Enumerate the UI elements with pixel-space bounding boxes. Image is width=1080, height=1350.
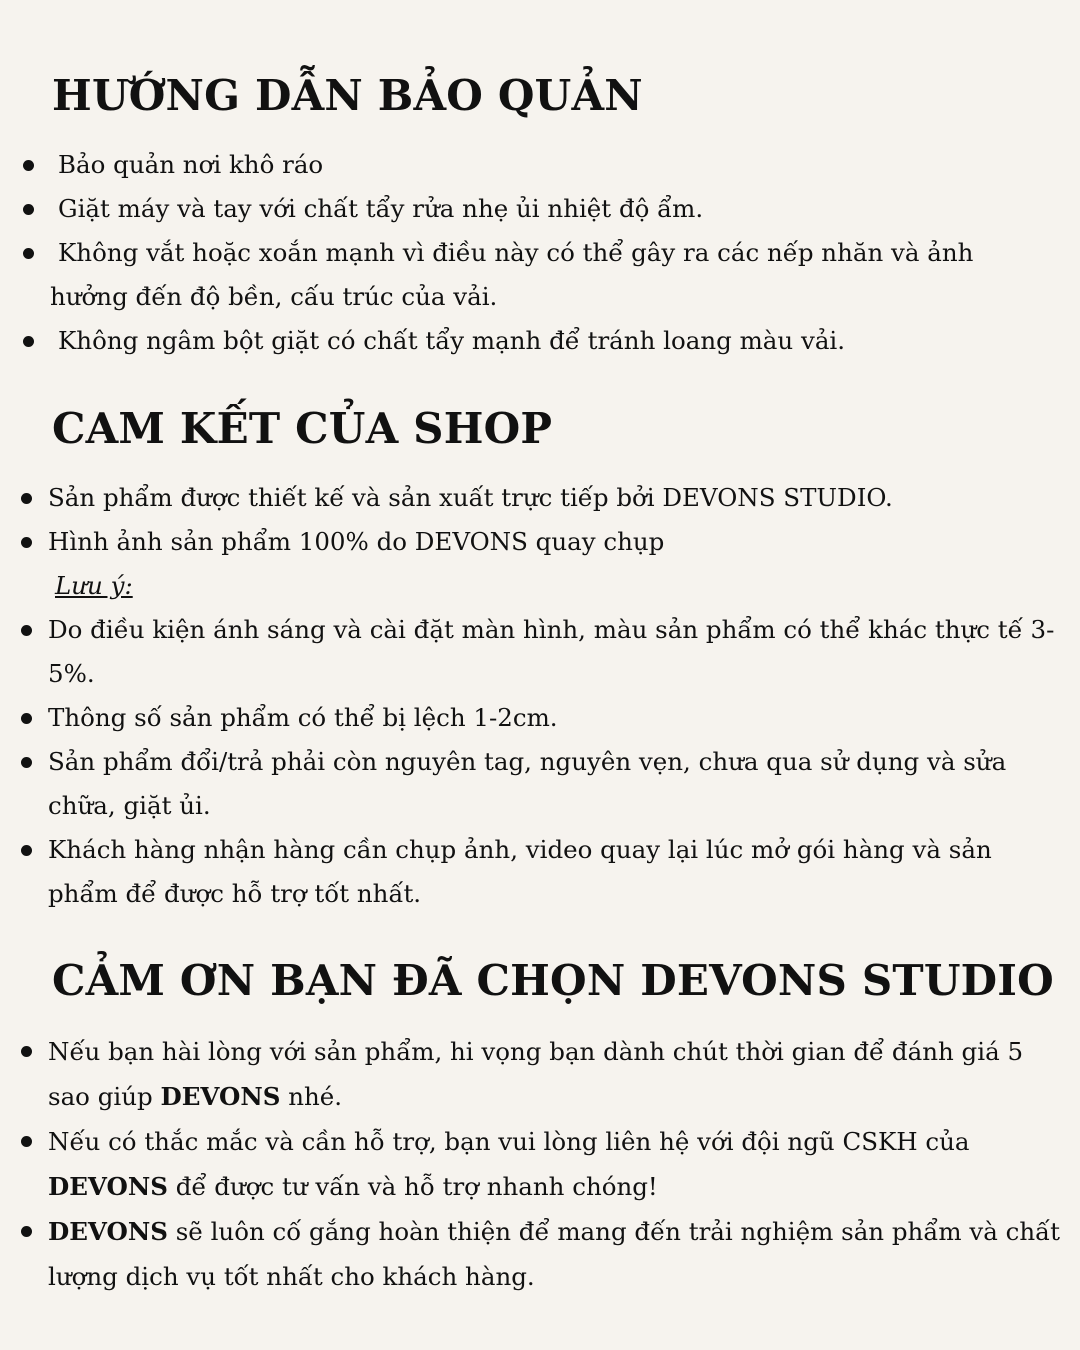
thanks-list [0,1029,1065,1299]
bullet-icon [21,493,32,504]
bullet-icon [21,713,32,724]
list-item [0,231,1020,319]
list-item [0,828,1065,916]
list-item-text: Hình ảnh sản phẩm 100% do DEVONS quay chụp [48,527,665,556]
list-item [0,1029,1065,1119]
note-label: Lưu ý: [55,571,133,600]
list-item-text: Do điều kiện ánh sáng và cài đặt màn hình, màu sản phẩm có thể khác thực tế 3-5%. [48,615,1055,688]
brand-name: DEVONS [160,1082,281,1111]
list-item-text: nhé. [280,1082,343,1111]
list-item [0,520,1065,564]
commitment-list [0,476,1065,916]
brand-name: DEVONS [48,1172,168,1201]
list-item [0,143,1020,187]
list-item-text: Bảo quản nơi khô ráo [58,150,324,179]
list-item-text: Thông số sản phẩm có thể bị lệch 1-2cm. [48,703,558,732]
list-item-text: Nếu có thắc mắc và cần hỗ trợ, bạn vui lòng liên hệ với đội ngũ CSKH của [48,1127,970,1156]
list-item-text: Sản phẩm đổi/trả phải còn nguyên tag, nguyên vẹn, chưa qua sử dụng và sửa chữa, giặt ủi. [48,747,1007,820]
bullet-icon [21,845,32,856]
list-item-text: Không vắt hoặc xoắn mạnh vì điều này có thể gây ra các nếp nhăn và ảnh hưởng đến độ bền, cấu trúc của vải. [50,238,974,311]
list-item-text: Khách hàng nhận hàng cần chụp ảnh, video quay lại lúc mở gói hàng và sản phẩm để được hỗ trợ tốt nhất. [48,835,992,908]
bullet-icon [23,204,34,215]
bullet-icon [21,1226,32,1237]
list-item [0,319,1020,363]
list-item [0,1209,1065,1299]
list-item [0,740,1065,828]
care-section-title: HƯỚNG DẪN BẢO QUẢN [52,71,643,120]
bullet-icon [21,757,32,768]
care-list [0,143,1020,363]
list-item-text: Sản phẩm được thiết kế và sản xuất trực tiếp bởi DEVONS STUDIO. [48,483,893,512]
list-item [0,696,1065,740]
list-item [0,1119,1065,1209]
bullet-icon [21,625,32,636]
list-item [0,187,1020,231]
list-item [0,476,1065,520]
bullet-icon [23,160,34,171]
list-item-text: sẽ luôn cố gắng hoàn thiện để mang đến trải nghiệm sản phẩm và chất lượng dịch vụ tốt nhất cho khách hàng. [48,1217,1060,1291]
thanks-section-title: CẢM ƠN BẠN ĐÃ CHỌN DEVONS STUDIO [52,956,1054,1005]
list-item-text: Không ngâm bột giặt có chất tẩy mạnh để tránh loang màu vải. [58,326,846,355]
bullet-icon [23,336,34,347]
note-label-row [0,564,1065,608]
brand-name: DEVONS [48,1217,168,1246]
list-item-text: để được tư vấn và hỗ trợ nhanh chóng! [167,1172,658,1201]
list-item [0,608,1065,696]
list-item-text: Giặt máy và tay với chất tẩy rửa nhẹ ủi nhiệt độ ẩm. [58,194,704,223]
bullet-icon [21,1046,32,1057]
bullet-icon [23,248,34,259]
bullet-icon [21,1136,32,1147]
list-item-text: Nếu bạn hài lòng với sản phẩm, hi vọng bạn dành chút thời gian để đánh giá 5 sao giúp [48,1037,1024,1111]
commitment-section-title: CAM KẾT CỦA SHOP [52,404,553,453]
bullet-icon [21,537,32,548]
